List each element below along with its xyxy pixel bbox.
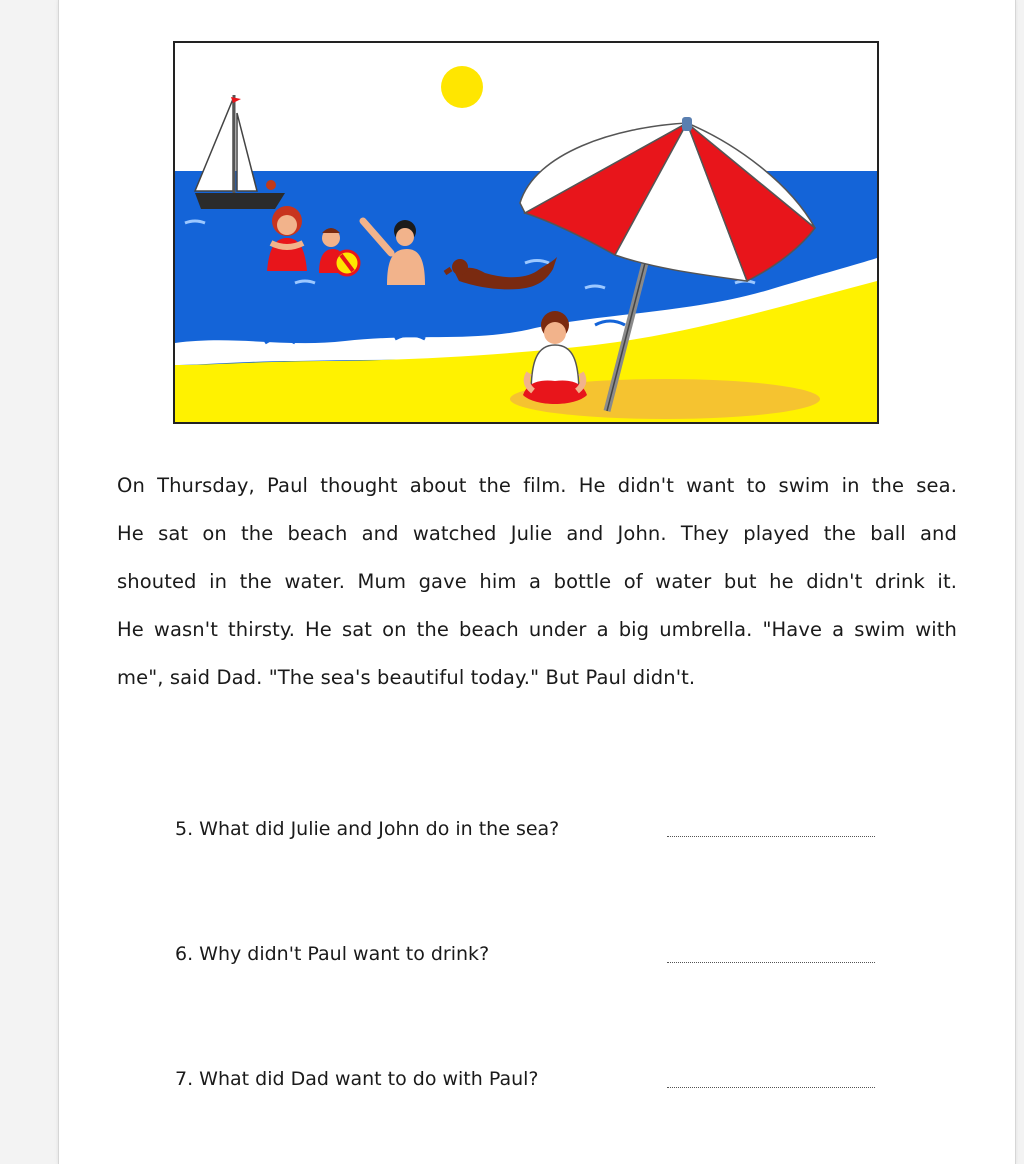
story-line: He sat on the beach and watched Julie and John. They played the ball and [117,522,957,545]
sun-icon [441,66,483,108]
answer-line-6[interactable] [667,962,875,963]
answer-line-5[interactable] [667,836,875,837]
story-line: He wasn't thirsty. He sat on the beach under a big umbrella. "Have a swim with [117,618,957,641]
question-7: 7. What did Dad want to do with Paul? [175,1068,539,1090]
question-5: 5. What did Julie and John do in the sea? [175,818,560,840]
answer-line-7[interactable] [667,1087,875,1088]
story-paragraph [117,462,957,702]
beach-illustration [173,41,879,424]
story-line: On Thursday, Paul thought about the film. He didn't want to swim in the sea. [117,474,957,497]
worksheet-page [58,0,1016,1164]
story-line: shouted in the water. Mum gave him a bottle of water but he didn't drink it. [117,570,957,593]
question-6: 6. Why didn't Paul want to drink? [175,943,490,965]
story-line: me", said Dad. "The sea's beautiful today." But Paul didn't. [117,666,696,689]
